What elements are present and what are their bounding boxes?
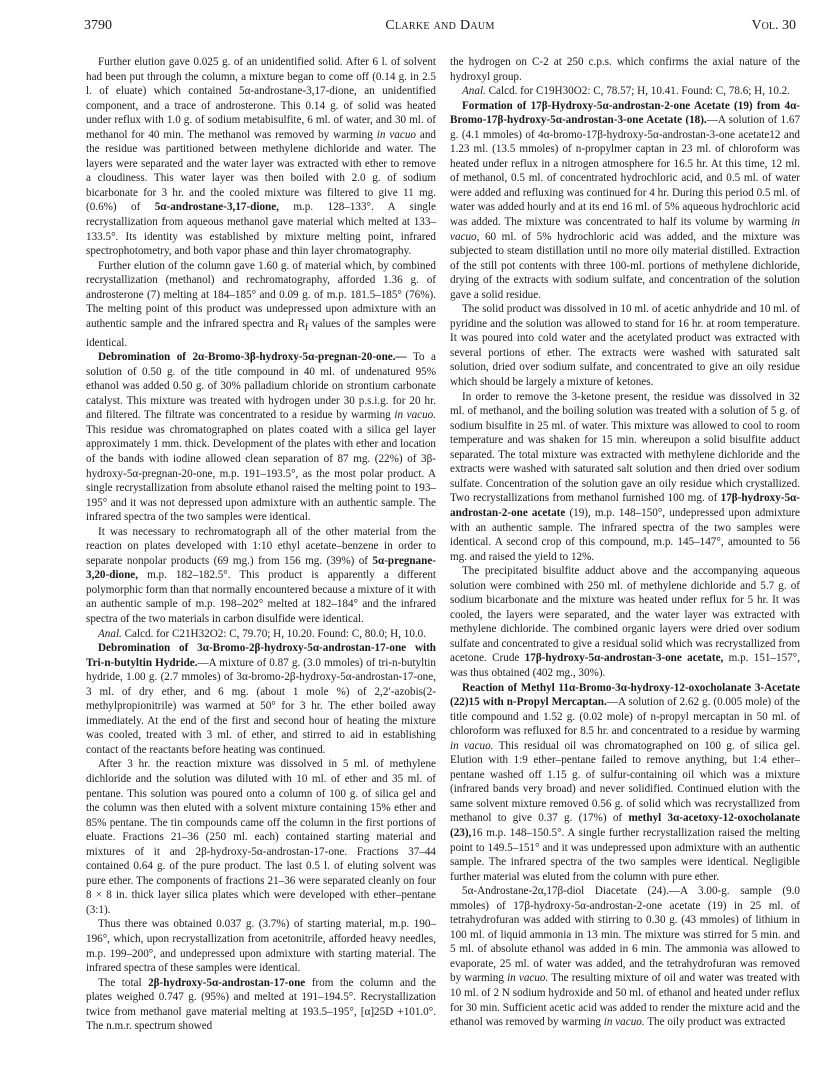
paragraph: The precipitated bisulfite adduct above and the accompanying aqueous solution were combined with 250 ml. of methylene dichloride and 5.7 g. of sodium bicarbonate and the mixture was heated under reflux for 5 hr. It was cooled, the layers were separated, and the water layer was extracted with methylene dichloride. The combined organic layers were dried over sodium sulfate and concentrated to give a residual solid which was recrystallized from acetone. Crude 17β-hydroxy-5α-androstan-3-one acetate, m.p. 151–157°, was thus obtained (402 mg., 30%). <box>450 565 800 679</box>
section-paragraph: 5α-Androstane-2α,17β-diol Diacetate (24).—A 3.00-g. sample (9.0 mmoles) of 17β-hydroxy-5α-androstan-2-one acetate (19) in 25 ml. of tetrahydrofuran was added with stirring to 0.30 g. (43 mmoles) of lithium in 100 ml. of liquid ammonia in 13 min. The mixture was stirred for 5 min. and 5 ml. of absolute ethanol was added in 6 min. The ammonia was allowed to evaporate, 25 ml. of water was added, and the tetrahydrofuran was removed by warming in vacuo. The resulting mixture of oil and water was treated with 10 ml. of 2 N sodium hydroxide and 50 ml. of ethanol and heated under reflux for 30 min. Sufficient acetic acid was added to render the mixture acid and the ethanol was removed by warming in vacuo. The oily product was extracted <box>450 885 800 1029</box>
paragraph: The solid product was dissolved in 10 ml. of acetic anhydride and 10 ml. of pyridine and the solution was allowed to stand for 16 hr. at room temperature. It was poured into cold water and the acetylated product was extracted with several portions of ether. The extracts were washed with saturated salt solution, dried over sodium sulfate, and concentrated to give an oily residue which should be largely a mixture of ketones. <box>450 303 800 389</box>
paragraph: Further elution gave 0.025 g. of an unidentified solid. After 6 l. of solvent had been put through the column, a mixture began to come off (0.14 g. in 2.5 l. of eluate) which contained 5α-androstane-3,17-dione, an unidentified component, and a trace of androsterone. This 0.14 g. of solid was heated under reflux with 1.0 g. of sodium metabisulfite, 6 ml. of water, and 30 ml. of methanol for 40 min. The methanol was removed by warming in vacuo and the residue was partitioned between methylene dichloride and water. The layers were separated and the water layer was extracted with ether to remove a cloudiness. This water layer was then boiled with 2.0 g. of sodium bicarbonate for 3 hr. and the cooled mixture was filtered to give 11 mg. (0.6%) of 5α-androstane-3,17-dione, m.p. 128–133°. A single recrystallization from aqueous methanol gave material which melted at 133–133.5°. Its identity was established by mixture melting point, infrared spectrophotometry, and both vapor phase and thin layer chromatography. <box>86 56 437 258</box>
volume-label: Vol. 30 <box>751 18 796 33</box>
page-number: 3790 <box>84 18 112 33</box>
section-heading: Debromination of 2α-Bromo-3β-hydroxy-5α-pregnan-20-one.— <box>98 351 407 364</box>
paragraph: The total 2β-hydroxy-5α-androstan-17-one from the column and the plates weighed 0.747 g. (95%) and melted at 191–194.5°. Recrystallization twice from methanol gave material melting at 193.5–195°, [α]25D +101.0°. The n.m.r. spectrum showed <box>86 976 436 1033</box>
paragraph: the hydrogen on C-2 at 250 c.p.s. which confirms the axial nature of the hydroxyl group. <box>450 56 800 83</box>
section-paragraph: Reaction of Methyl 11α-Bromo-3α-hydroxy-12-oxocholanate 3-Acetate (22)15 with n-Propyl Mercaptan.—A solution of 2.62 g. (0.005 mole) of the title compound and 1.52 g. (0.02 mole) of n-propyl mercaptan in 50 ml. of chloroform was refluxed for 8.5 hr. and concentrated to a residue by warming in vacuo. This residual oil was chromatographed on 100 g. of silica gel. Elution with 1:9 ether–pentane failed to remove anything, but 1:4 ether–pentane washed off 1.15 g. of sulfur-containing oil which was a mixture (infrared bands very broad) and never solidified. Continued elution with the same solvent mixture removed 0.56 g. of solid which was recrystallized from methanol to give 0.37 g. (17%) of methyl 3α-acetoxy-12-oxocholanate (23),16 m.p. 148–150.5°. A single further recrystallization raised the melting point to 149.5–151° and it was undepressed upon admixture with an authentic sample. The infrared spectra of the two samples were identical. Negligible further material was eluted from the column with pure ether. <box>450 681 800 883</box>
right-column <box>450 55 800 1030</box>
paragraph: Thus there was obtained 0.037 g. (3.7%) of starting material, m.p. 190–196°, which, upon recrystallization from acetonitrile, afforded heavy needles, m.p. 199–200°, and undepressed upon admixture with starting material. The infrared spectra of these samples were identical. <box>86 918 436 975</box>
paragraph: In order to remove the 3-ketone present, the residue was dissolved in 32 ml. of methanol, and the boiling solution was treated with a solution of 5 g. of sodium bisulfite in 25 ml. of water. This mixture was allowed to cool to room temperature and was shaken for 15 min. whereupon a solid bisulfite adduct separated. The total mixture was extracted with methylene dichloride and the extracts were washed with saturated salt solution and then dried over sodium sulfate. Concentration of the solution gave an oily residue which crystallized. Two recrystallizations from methanol furnished 100 mg. of 17β-hydroxy-5α-androstan-2-one acetate (19), m.p. 148–150°, undepressed upon admixture with an authentic sample. The infrared spectra of the two samples were identical. A second crop of this compound, m.p. 145–147°, amounted to 56 mg. and raised the yield to 12%. <box>450 390 800 563</box>
section-heading: Formation of 17β-Hydroxy-5α-androstan-2-one Acetate (19) from 4α-Bromo-17β-hydroxy-5α-androstan-3-one Acetate (18). <box>450 99 800 127</box>
paragraph: It was necessary to rechromatograph all of the other material from the reaction on plates developed with 1:10 ethyl acetate–benzene in order to separate nonpolar products (69 mg.) from 156 mg. (39%) of 5α-pregnane-3,20-dione, m.p. 182–182.5°. This product is apparently a different polymorphic form than that normally encountered because a mixture of it with an authentic sample of m.p. 198–202° melted at 182–184° and the infrared spectra of the two materials in carbon disulfide were identical. <box>86 525 436 625</box>
analysis-paragraph: Anal. Calcd. for C19H30O2: C, 78.57; H, 10.41. Found: C, 78.6; H, 10.2. <box>462 85 791 98</box>
section-paragraph: Formation of 17β-Hydroxy-5α-androstan-2-one Acetate (19) from 4α-Bromo-17β-hydroxy-5α-androstan-3-one Acetate (18).—A solution of 1.67 g. (4.1 mmoles) of 4α-bromo-17β-hydroxy-5α-androstan-3-one acetate12 and 1.23 ml. (13.5 mmoles) of n-propylmer captan in 23 ml. of chloroform was heated under reflux in a nitrogen atmosphere for 16.5 hr. At this time, 12 ml. of methanol, 0.5 ml. of concentrated hydrochloric acid, and 0.5 ml. of water were added and refluxing was continued for 4 hr. During this period 0.5 ml. of water was added hourly and at its end 16 ml. of 5% aqueous hydrochloric acid was added. The mixture was concentrated to half its volume by warming in vacuo, 60 ml. of 5% hydrochloric acid was added, and the mixture was subjected to steam distillation until no more oily material distilled. Extraction of the still pot contents with three 100-ml. portions of methylene dichloride, drying of the extracts with sodium sulfate, and concentration of the solution gave a solid residue. <box>450 99 801 301</box>
analysis-paragraph: Anal. Calcd. for C21H32O2: C, 79.70; H, 10.20. Found: C, 80.0; H, 10.0. <box>98 627 427 640</box>
section-heading: Debromination of 3α-Bromo-2β-hydroxy-5α-androstan-17-one with Tri-n-butyltin Hydride. <box>86 642 436 669</box>
section-paragraph: Debromination of 3α-Bromo-2β-hydroxy-5α-androstan-17-one with Tri-n-butyltin Hydride.—A mixture of 0.87 g. (3.0 mmoles) of tri-n-butyltin hydride, 1.00 g. (2.7 mmoles) of 3α-bromo-2β-hydroxy-5α-androstan-17-one, 3 ml. of dry ether, and 6 mg. (about 1 mole %) of 2,2′-azobis(2-methylpropionitrile) was warmed at 50° for 3 hr. The ether boiled away immediately. At the end of the first and second hour of heating the mixture was cooled, treated with 3 ml. of ether, and stirred to aid in establishing contact of the reactants before heating was continued. <box>86 642 436 756</box>
section-heading: Reaction of Methyl 11α-Bromo-3α-hydroxy-12-oxocholanate 3-Acetate (22)15 with n-Propyl Mercaptan. <box>450 681 800 709</box>
paragraph: Further elution of the column gave 1.60 g. of material which, by combined recrystallization (methanol) and rechromatography, afforded 1.36 g. of androsterone (7) melting at 184–185° and 0.09 g. of m.p. 181.5–185° (76%). The melting point of this product was undepressed upon admixture with an authentic sample and the infrared spectra and $R_f$ values of the samples were identical. <box>86 259 436 349</box>
paragraph: After 3 hr. the reaction mixture was dissolved in 5 ml. of methylene dichloride and the solution was diluted with 10 ml. of ether and 35 ml. of pentane. This solution was poured onto a column of 100 g. of silica gel and the column was then eluted with a solvent mixture containing 15% ether and 85% pentane. The tin compounds came off the column in the first portions of eluate. Fractions 21–36 (250 ml. each) contained starting material and mixtures of it and 2β-hydroxy-5α-androstan-17-one. Fractions 37–44 contained 0.64 g. of the pure product. The last 0.5 l. of eluting solvent was pure ether. The components of fractions 21–36 were separated cleanly on four 8 × 8 in. thick layer silica plates which were developed with ether–pentane (3:1). <box>86 758 436 916</box>
running-title: Clarke and Daum <box>385 18 495 33</box>
left-column <box>86 55 436 1034</box>
page-header <box>84 18 796 40</box>
section-heading: 5α-Androstane-2α,17β-diol Diacetate (24). <box>462 885 669 898</box>
section-paragraph: Debromination of 2α-Bromo-3β-hydroxy-5α-pregnan-20-one.— To a solution of 0.50 g. of the title compound in 40 ml. of undenatured 95% ethanol was added 0.50 g. of 30% palladium chloride on strontium carbonate catalyst. This mixture was treated with hydrogen under 30 p.s.i.g. for 20 hr. and filtered. The filtrate was concentrated to a residue by warming in vacuo. This residue was chromatographed on plates coated with a silica gel layer approximately 1 mm. thick. Development of the plates with ether and location of the bands with iodine allowed clean separation of 87 mg. (22%) of 3β-hydroxy-5α-pregnan-20-one, m.p. 191–193.5°, as the most polar product. A single recrystallization from absolute ethanol raised the melting point to 193–195° and it was not depressed upon admixture with an authentic sample. The infrared spectra of the two samples were identical. <box>86 351 437 524</box>
